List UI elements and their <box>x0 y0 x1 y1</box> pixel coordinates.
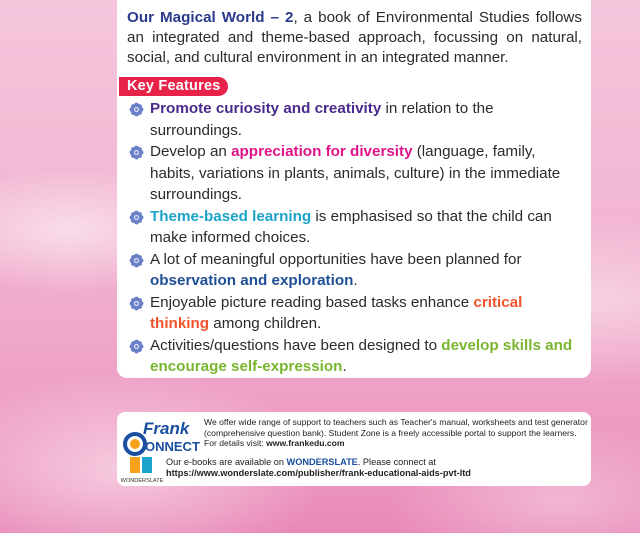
feature-highlight: Theme-based learning <box>150 207 312 225</box>
key-features-card <box>117 0 591 378</box>
feature-item <box>129 98 584 141</box>
feature-text: . <box>342 358 347 375</box>
features-list <box>129 98 584 378</box>
flower-bullet-icon <box>129 253 144 268</box>
flower-bullet-icon <box>129 296 144 311</box>
ws-text-pre: Our e-books are available on <box>166 457 287 467</box>
frank-connect-logo <box>123 418 203 456</box>
feature-highlight: Promote curiosity and creativity <box>150 100 382 117</box>
flower-bullet-icon <box>129 210 144 225</box>
feature-highlight: appreciation for diversity <box>231 143 413 160</box>
feature-text: is emphasised so that the child can make informed choices. <box>150 207 552 246</box>
feature-text: in relation to the surroundings. <box>150 100 494 139</box>
feature-text: A lot of meaningful opportunities have been planned for <box>150 250 522 268</box>
connect-description: We offer wide range of support to teachers such as Teacher's manual, worksheets and test generator (comprehensive question bank). Student Zone is a freely accessible portal to support the learners. For details visit: <box>204 417 588 449</box>
footer-info-box <box>117 412 591 486</box>
feature-highlight: critical thinking <box>150 293 523 332</box>
feature-text: Enjoyable picture reading based tasks enhance <box>150 293 474 311</box>
feature-text: Activities/questions have been designed to <box>150 336 442 354</box>
feature-item <box>129 292 584 335</box>
feature-highlight: observation and exploration <box>150 272 354 289</box>
feature-text: (language, family, habits, variations in plants, animals, culture) in the immediate surroundings. <box>150 143 561 203</box>
wonderslate-logo-label: WONDERSLATE <box>120 478 164 484</box>
wonderslate-link[interactable]: https://www.wonderslate.com/publisher/frank-educational-aids-pvt-ltd <box>166 468 471 478</box>
wonderslate-text <box>166 457 586 479</box>
intro-paragraph <box>127 8 582 68</box>
key-features-badge: Key Features <box>119 77 228 96</box>
feature-item <box>129 141 584 206</box>
wonderslate-logo <box>120 456 164 484</box>
wonderslate-brand: WONDERSLATE <box>286 457 358 467</box>
logo-frank-text: Frank <box>143 419 190 438</box>
feature-text: among children. <box>209 315 322 332</box>
book-title: Our Magical World – 2 <box>127 9 294 26</box>
frankedu-link[interactable]: www.frankedu.com <box>266 438 345 449</box>
flower-bullet-icon <box>129 339 144 354</box>
feature-highlight: develop skills and encourage self-expression <box>150 336 573 375</box>
feature-item <box>129 206 584 249</box>
ws-text-post: . Please connect at <box>357 457 436 467</box>
feature-text: Develop an <box>150 143 232 160</box>
flower-bullet-icon <box>129 102 144 117</box>
intro-text: , a book of Environmental Studies follows an integrated and theme-based approach, focussing on natural, social, and cultural environment in an integrated manner. <box>127 9 582 66</box>
feature-text: . <box>353 272 358 289</box>
logo-connect-text: ONNECT <box>145 439 200 454</box>
flower-bullet-icon <box>129 145 144 160</box>
feature-item <box>129 249 584 292</box>
frank-connect-text <box>204 417 589 449</box>
feature-item <box>129 335 584 378</box>
